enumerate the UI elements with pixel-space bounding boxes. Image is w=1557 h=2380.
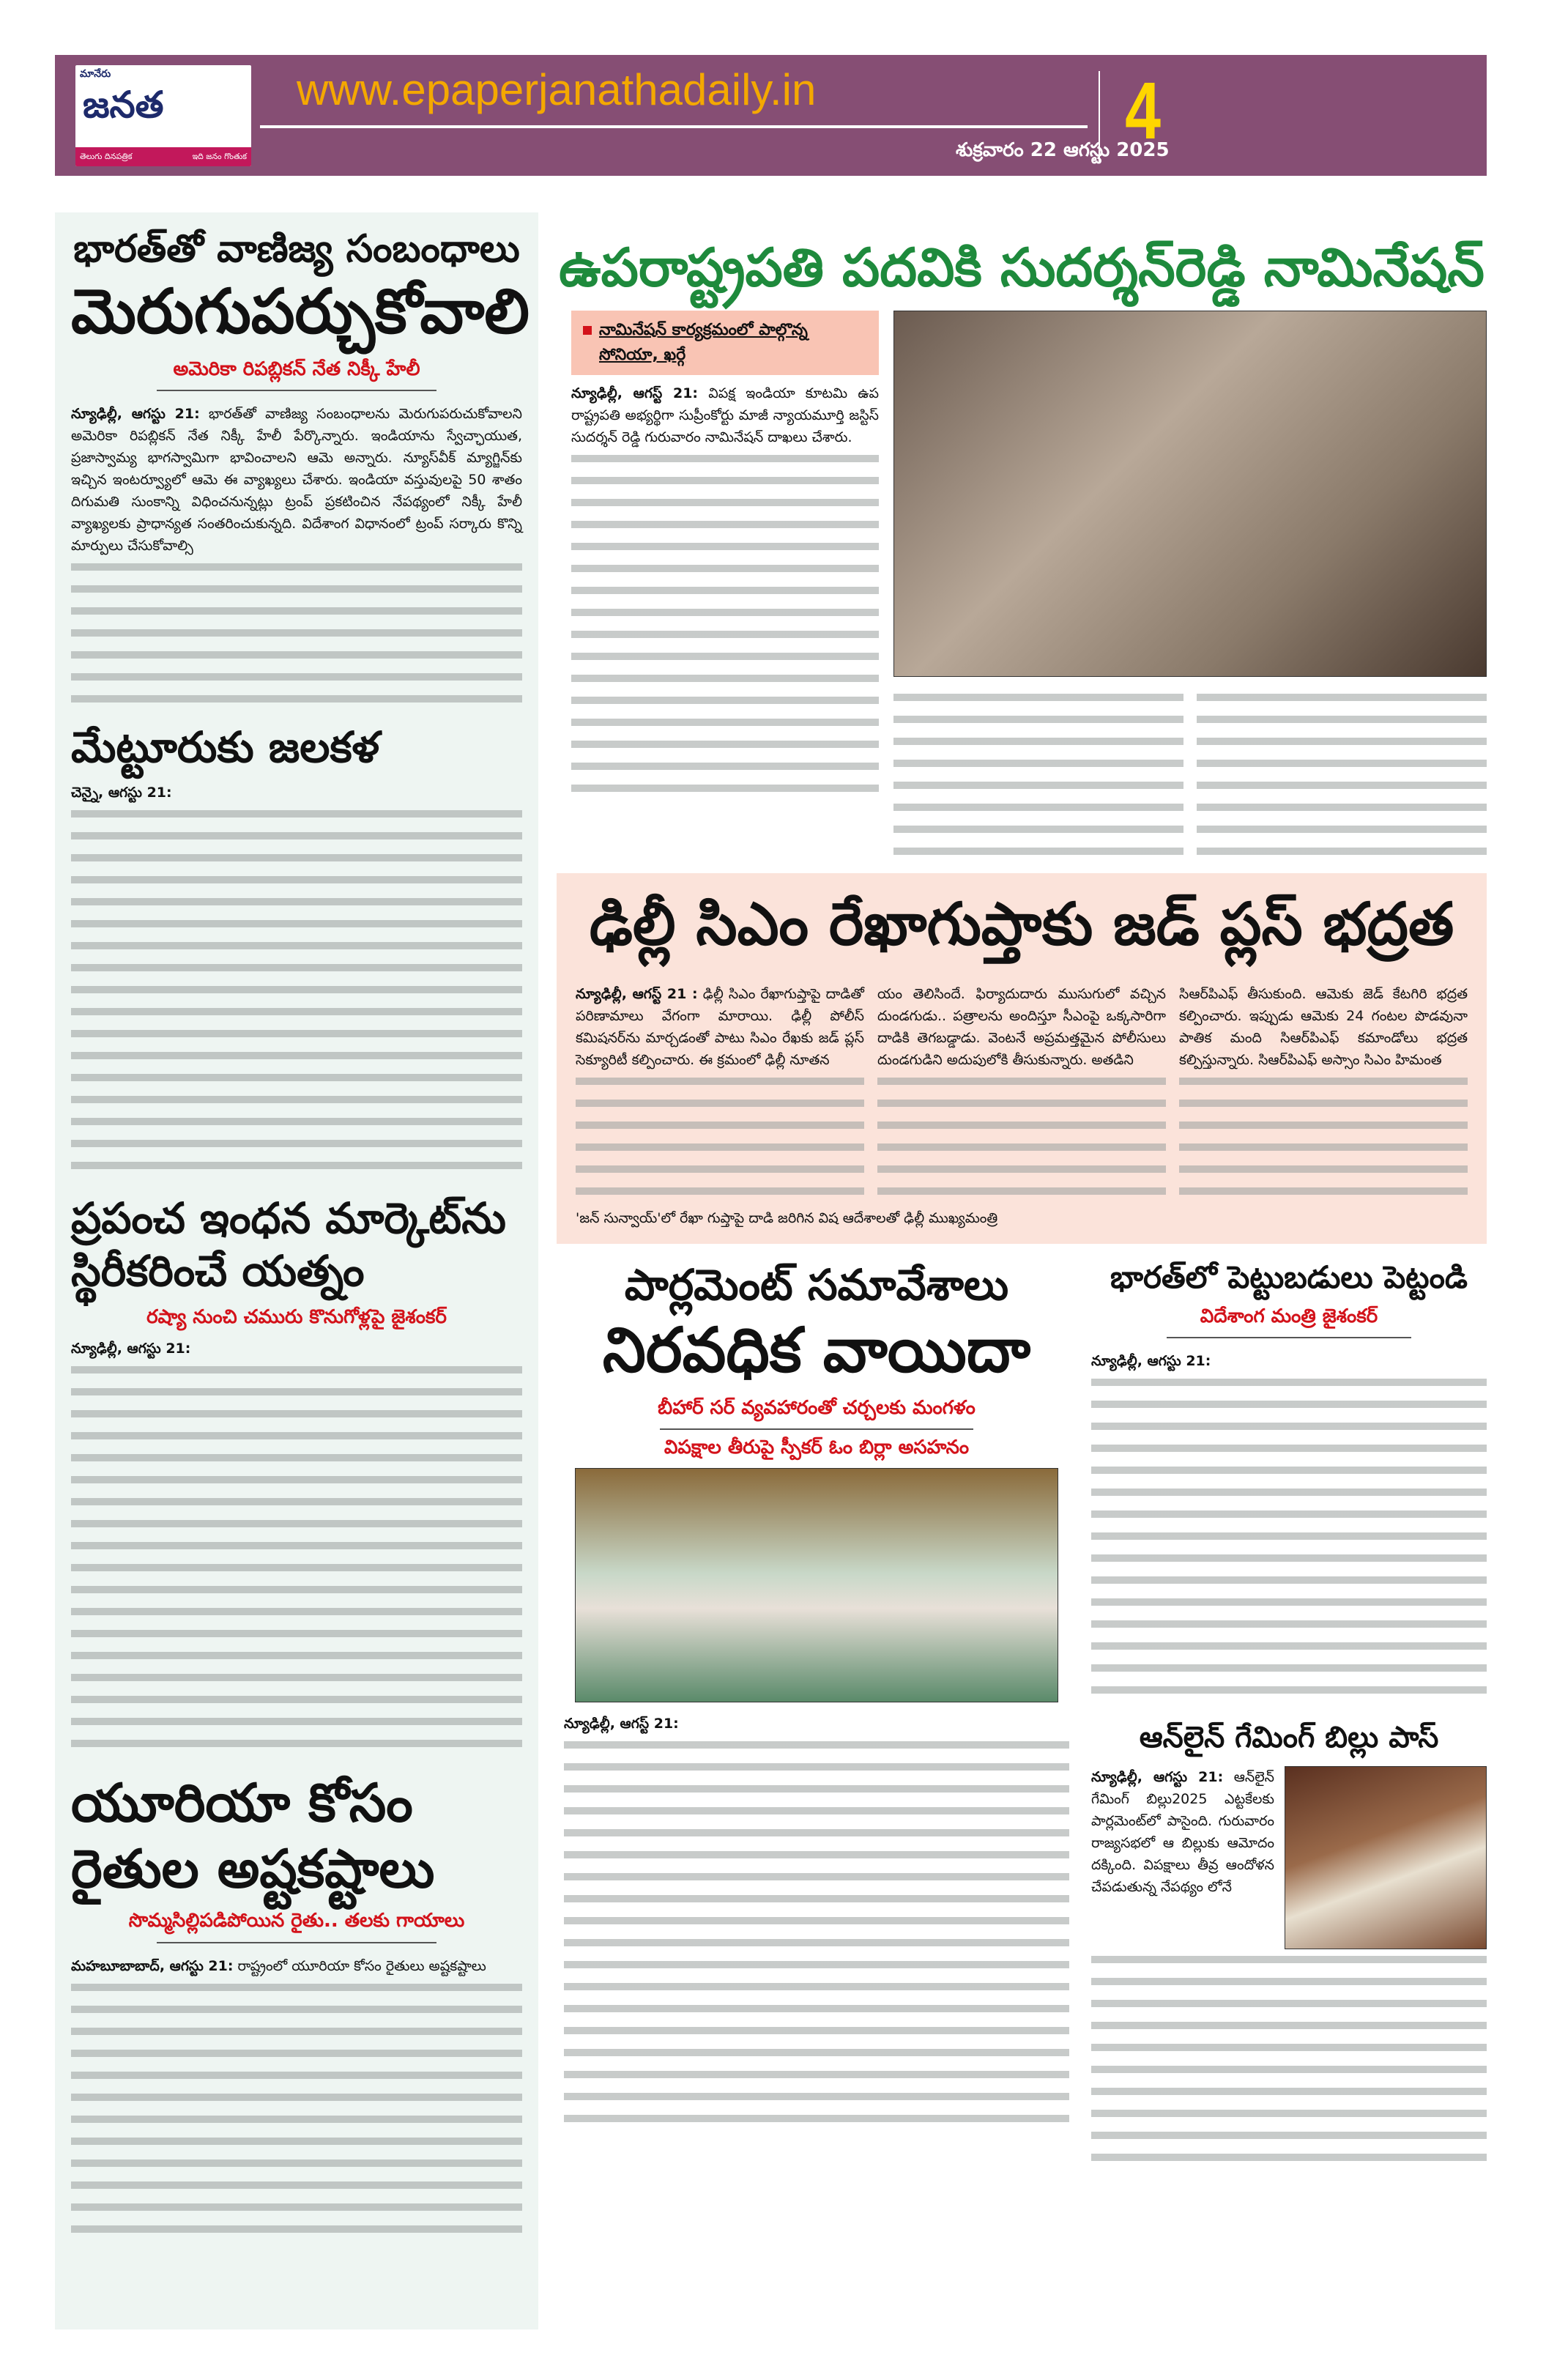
body-text: విపక్ష ఇండియా కూటమి ఉప రాష్ట్రపతి అభ్యర్థిగా సుప్రీంకోర్టు మాజీ న్యాయమూర్తి జస్టిస్ సుదర్శన్ రెడ్డి గురువారం నామినేషన్ దాఖలు చేశారు. <box>571 385 879 445</box>
dateline: న్యూఢిల్లీ, ఆగస్టు 21: <box>71 1341 191 1357</box>
article-body <box>571 382 879 448</box>
headline: మేట్టూరుకు జలకళ <box>71 722 380 773</box>
newspaper-logo <box>75 65 251 166</box>
article-parliament <box>557 1258 1069 2169</box>
article-body-column <box>1179 983 1468 1203</box>
article-body <box>71 403 522 557</box>
article-urea <box>71 1770 522 2240</box>
article-body <box>71 1338 522 1360</box>
article-energy <box>71 1192 522 1755</box>
subheadline: బీహార్ సర్ వ్యవహారంతో చర్చలకు మంగళం <box>658 1396 976 1419</box>
article-nomination <box>557 311 1487 863</box>
article-body <box>71 1955 522 1977</box>
article-trade <box>71 226 529 711</box>
body-text-tail: 'జన్ సున్వాయ్'లో రేఖా గుప్తాపై దాడి జరిగిన విష ఆదేశాలతో ఢిల్లీ ముఖ్యమంత్రి <box>576 1210 998 1226</box>
article-invest <box>1091 1258 1487 1702</box>
logo-tagline-left: తెలుగు దినపత్రిక <box>80 152 133 161</box>
article-delhi-cm <box>557 873 1487 1244</box>
body-text: ఢిల్లీ సిఎం రేఖాగుప్తాపై దాడితో పరిణామాలు వేగంగా మారాయి. ఢిల్లీ పోలీస్ కమిషనర్‌ను మార్చడంతో పాటు సిఎం రేఖకు జడ్ ప్లస్ సెక్యూరిటీ కల్పించారు. ఈ క్రమంలో ఢిల్లీ నూతన <box>576 986 864 1068</box>
article-nomination-continued <box>893 687 1487 863</box>
subheadline: సొమ్మసిల్లిపడిపోయిన రైతు.. తలకు గాయాలు <box>128 1910 465 1932</box>
nomination-photo <box>893 311 1487 677</box>
article-body-continued <box>1091 1372 1487 1702</box>
dateline: న్యూఢిల్లీ, ఆగస్ట్ 21: <box>564 1716 679 1732</box>
logo-strip <box>75 147 251 166</box>
masthead <box>55 55 1487 176</box>
dateline: చెన్నై, ఆగస్టు 21: <box>71 784 172 801</box>
divider <box>157 1942 436 1943</box>
headline: ఢిల్లీ సిఎం రేఖాగుప్తాకు జడ్ ప్లస్ భద్రత <box>589 890 1454 958</box>
dateline: న్యూఢిల్లీ, ఆగస్టు 21: <box>1091 1768 1224 1785</box>
article-body-continued <box>576 1071 864 1203</box>
left-column <box>55 212 538 2329</box>
body-text: ఆన్‌లైన్ గేమింగ్ బిల్లు2025 ఎట్టకేలకు పార్లమెంట్‌లో పాసైంది. గురువారం రాజ్యసభలో ఆ బిల్లుకు ఆమోదం దక్కింది. విపక్షాలు తీవ్ర ఆందోళన చేపడుతున్న నేపథ్యం లోనే <box>1091 1768 1274 1895</box>
article-body <box>564 1713 1069 1735</box>
dateline: న్యూఢిల్లీ, ఆగస్ట్ 21 : <box>576 986 698 1002</box>
subheadline-2: విపక్షాల తీరుపై స్పీకర్ ఓం బిర్లా అసహనం <box>664 1436 970 1458</box>
logo-prefix: మానేరు <box>80 68 111 80</box>
page-number: 4 <box>1125 66 1162 156</box>
headline-line1: యూరియా కోసం <box>71 1772 413 1834</box>
divider <box>157 390 436 391</box>
article-body-column <box>576 983 864 1203</box>
body-text: రాష్ట్రంలో యూరియా కోసం రైతులు అష్టకష్టాలు <box>237 1957 486 1974</box>
article-body <box>71 782 522 804</box>
headline-line2: రైతుల అష్టకష్టాలు <box>71 1838 435 1900</box>
main-area <box>557 234 1487 2169</box>
article-body-continued <box>564 1735 1069 2130</box>
headline: ప్రపంచ ఇంధన మార్కెట్‌ను స్థిరీకరించే యత్నం <box>71 1193 506 1297</box>
headline: ఆన్‌లైన్ గేమింగ్ బిల్లు పాస్ <box>1139 1720 1439 1754</box>
article-body-column <box>1197 687 1487 863</box>
highlight-box <box>571 311 879 375</box>
subheadline: విదేశాంగ మంత్రి జైశంకర్ <box>1200 1305 1378 1327</box>
logo-name: జనత <box>83 84 164 126</box>
article-body-continued <box>571 448 879 800</box>
article-body-column <box>877 983 1166 1203</box>
subheadline: రష్యా నుంచి చమురు కొనుగోళ్లపై జైశంకర్ <box>146 1305 447 1328</box>
parliament-photo <box>575 1468 1058 1702</box>
article-body <box>1091 1766 1274 1949</box>
article-body-continued <box>1091 1949 1487 2169</box>
masthead-divider <box>260 125 1088 128</box>
dateline: న్యూఢిల్లీ, ఆగస్ట్ 21: <box>571 385 699 401</box>
body-text: సిఆర్‌పిఎఫ్ తీసుకుంది. ఆమెకు జెడ్ కేటగిరి భద్రత కల్పించారు. ఇప్పుడు ఆమెకు 24 గంటల పొడవునా పాతిక మంది సిఆర్‌పిఎఫ్ కమాండోలు భద్రత కల్పిస్తున్నారు. సిఆర్‌పిఎఫ్ అస్సాం సిఎం హిమంత <box>1179 986 1468 1068</box>
article-body-continued <box>71 804 522 1177</box>
divider <box>1167 1337 1412 1338</box>
bullet-icon <box>583 326 592 335</box>
article-body-continued <box>877 1071 1166 1203</box>
logo-tagline-right: ఇది జనం గొంతుక <box>192 152 247 161</box>
headline-line1: భారత్‌తో వాణిజ్య సంబంధాలు <box>73 227 520 271</box>
dateline: మహబూబాబాద్, ఆగస్టు 21: <box>71 1957 234 1974</box>
bottom-row <box>557 1258 1487 2169</box>
article-body-continued <box>71 1360 522 1755</box>
dateline: న్యూఢిల్లీ, ఆగస్టు 21: <box>71 406 200 423</box>
article-body-continued <box>1179 1071 1468 1203</box>
article-body-continued <box>71 1977 522 2241</box>
website-url[interactable]: www.epaperjanathadaily.in <box>297 65 817 114</box>
headline-line1: పార్లమెంట్ సమావేశాలు <box>624 1260 1009 1310</box>
headline-line2: నిరవధిక వాయిదా <box>602 1313 1031 1386</box>
article-mettur <box>71 721 522 1177</box>
body-text: భారత్‌తో వాణిజ్య సంబంధాలను మెరుగుపరుచుకోవాలని అమెరికా రిపబ్లికన్ నేత నిక్కీ హేలీ పేర్కొన్నారు. ఇండియాను స్వేచ్ఛాయుత, ప్రజాస్వామ్య భాగస్వామిగా భావించాలని ఆమె అన్నారు. న్యూస్‌వీక్ మ్యాగ్జిన్‌కు ఇచ్చిన ఇంటర్వ్యూలో ఆమె ఈ వ్యాఖ్యలు చేశారు. ఇండియా వస్తువులపై 50 శాతం దిగుమతి సుంకాన్ని విధించనున్నట్లు ట్రంప్ ప్రకటించిన నేపథ్యంలో నిక్కీ హేలీ వ్యాఖ్యలకు ప్రాధాన్యత సంతరించుకున్నది. విదేశాంగ విధానంలో ట్రంప్ సర్కారు కొన్ని మార్పులు చేసుకోవాల్సి <box>71 406 522 555</box>
article-body-column <box>893 687 1183 863</box>
highlight-text: నామినేషన్ కార్యక్రమంలో పాల్గొన్న సోనియా, ఖర్గే <box>599 321 808 364</box>
minister-photo <box>1285 1766 1487 1949</box>
right-column <box>1091 1258 1487 2169</box>
article-gaming <box>1091 1719 1487 2169</box>
issue-date: శుక్రవారం 22 ఆగస్టు 2025 <box>956 139 1170 161</box>
body-text: యం తెలిసిందే. ఫిర్యాదుదారు ముసుగులో వచ్చిన దుండగుడు.. పత్రాలను అందిస్తూ సీఎంపై ఒక్కసారిగా దాడికి తెగబడ్డాడు. వెంటనే అప్రమత్తమైన పోలీసులు దుండగుడిని అదుపులోకి తీసుకున్నారు. అతడిని <box>877 986 1166 1068</box>
article-nomination-body <box>557 311 879 863</box>
headline-line2: మెరుగుపర్చుకోవాలి <box>71 275 529 347</box>
dateline: న్యూఢిల్లీ, ఆగస్టు 21: <box>1091 1352 1211 1369</box>
article-body <box>1091 1350 1487 1372</box>
subheadline: అమెరికా రిపబ్లికన్ నేత నిక్కీ హేలీ <box>173 358 420 380</box>
headline: భారత్‌లో పెట్టుబడులు పెట్టండి <box>1110 1259 1468 1295</box>
divider <box>660 1428 973 1430</box>
article-body-continued <box>71 557 522 711</box>
main-headline: ఉపరాష్ట్రపతి పదవికి సుదర్శన్‌రెడ్డి నామినేషన్ <box>559 237 1484 298</box>
